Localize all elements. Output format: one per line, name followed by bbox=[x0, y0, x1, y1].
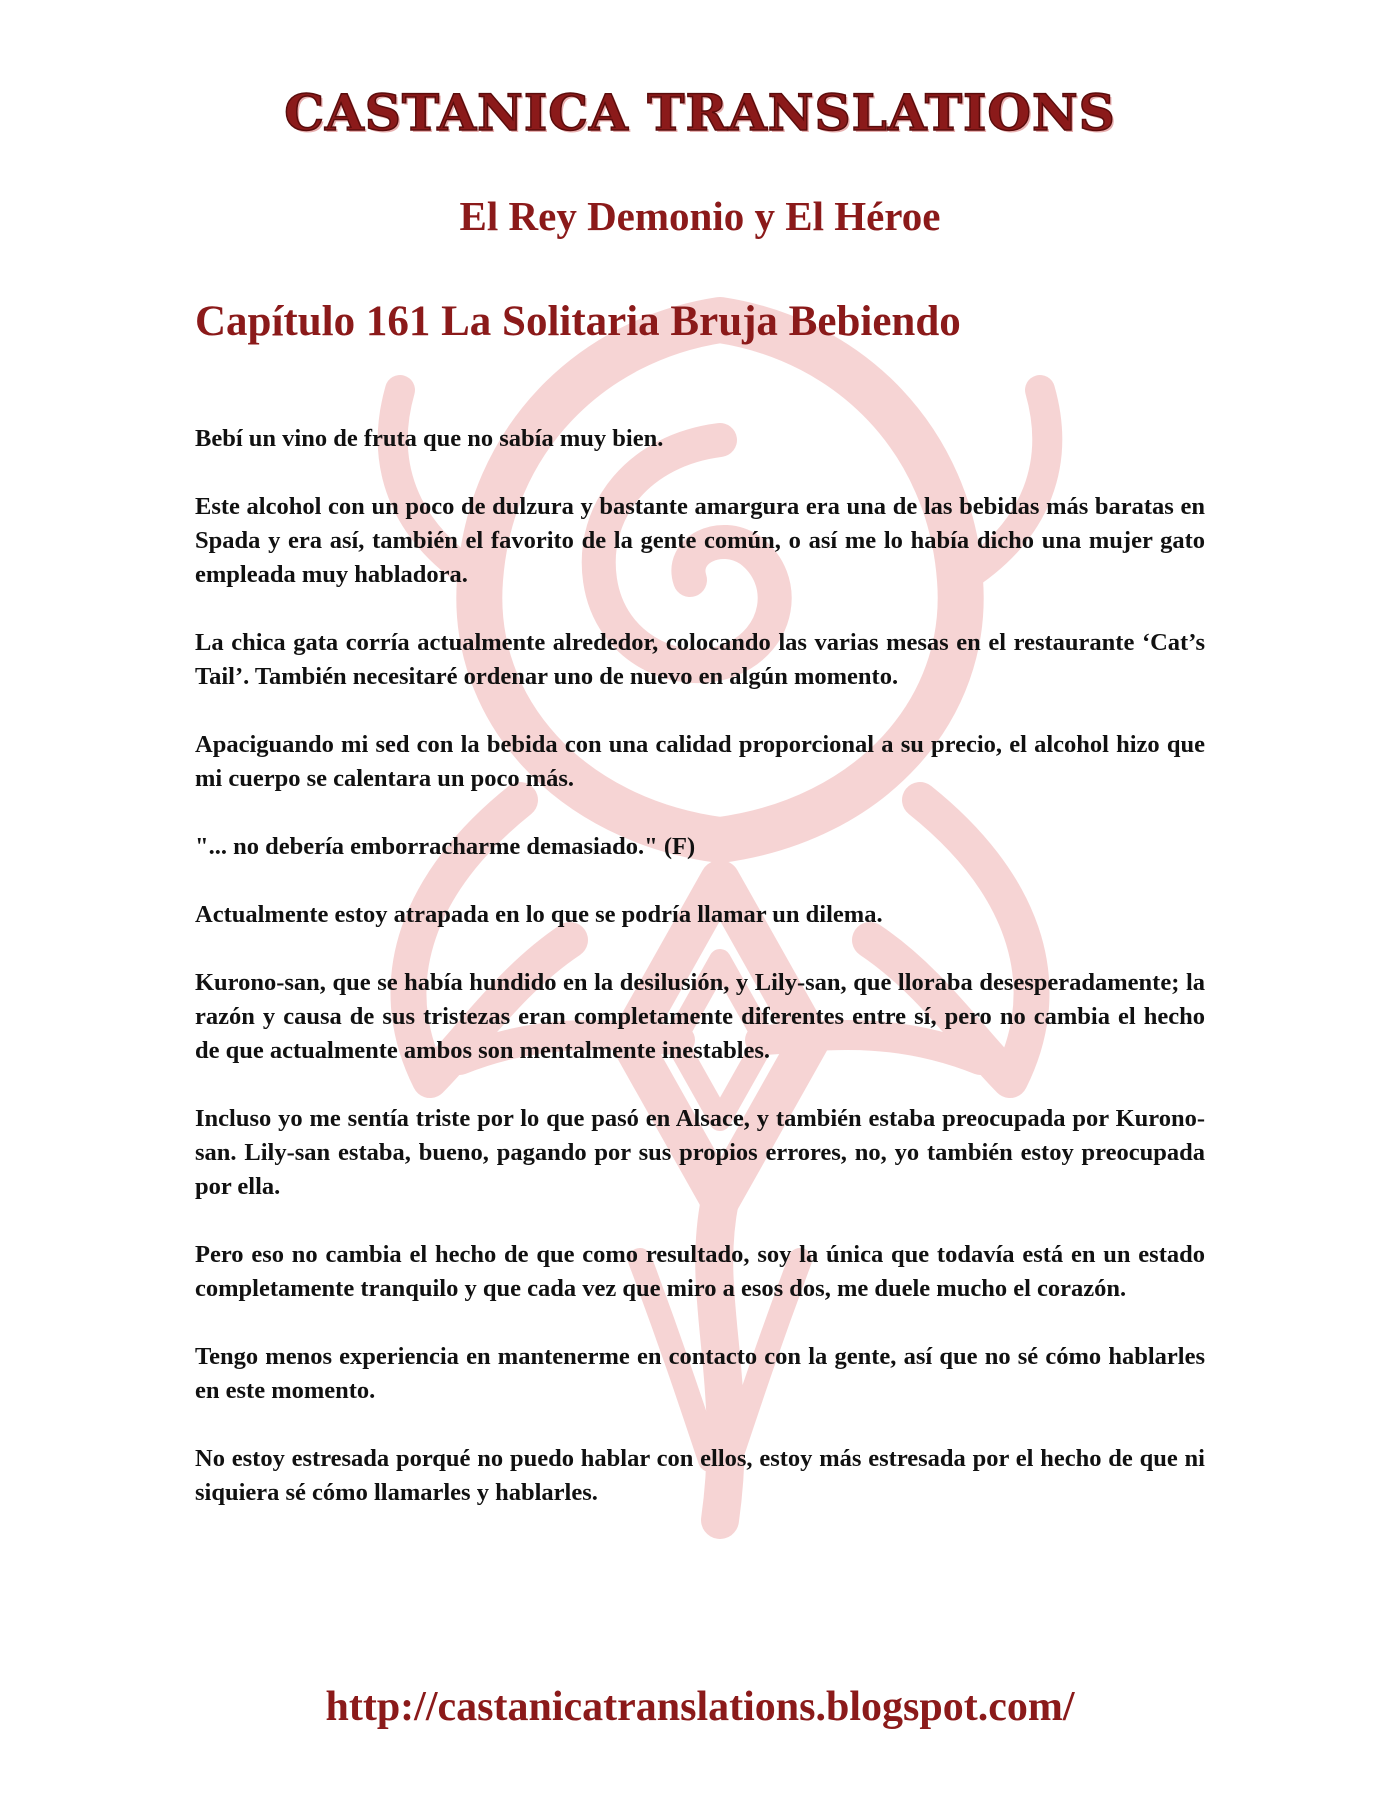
site-title: CASTANICA TRANSLATIONS bbox=[284, 83, 1116, 142]
blog-url-link[interactable]: http://castanicatranslations.blogspot.com/ bbox=[325, 1684, 1075, 1730]
paragraph: Bebí un vino de fruta que no sabía muy bien. bbox=[195, 425, 664, 452]
paragraph: "... no debería emborracharme demasiado." (F) bbox=[195, 833, 696, 860]
chapter-title: Capítulo 161 La Solitaria Bruja Bebiendo bbox=[195, 298, 961, 345]
paragraph: Este alcohol con un poco de dulzura y bastante amargura era una de las bebidas más baratas en Spada y era así, también el favorito de la gente común, o así me lo había dicho una mujer gato empleada muy habladora. bbox=[195, 493, 1205, 588]
paragraph: Tengo menos experiencia en mantenerme en contacto con la gente, así que no sé cómo hablarles en este momento. bbox=[195, 1343, 1205, 1404]
paragraph: Apaciguando mi sed con la bebida con una calidad proporcional a su precio, el alcohol hizo que mi cuerpo se calentara un poco más. bbox=[195, 731, 1205, 792]
paragraph: Actualmente estoy atrapada en lo que se podría llamar un dilema. bbox=[195, 901, 883, 928]
paragraph: Incluso yo me sentía triste por lo que pasó en Alsace, y también estaba preocupada por Kurono-san. Lily-san estaba, bueno, pagando por sus propios errores, no, yo también estoy preocupada por ella. bbox=[195, 1105, 1205, 1200]
paragraph: Pero eso no cambia el hecho de que como resultado, soy la única que todavía está en un estado completamente tranquilo y que cada vez que miro a esos dos, me duele mucho el corazón. bbox=[195, 1241, 1205, 1302]
paragraph: Kurono-san, que se había hundido en la desilusión, y Lily-san, que lloraba desesperadamente; la razón y causa de sus tristezas eran completamente diferentes entre sí, pero no cambia el hecho de que actualmente ambos son mentalmente inestables. bbox=[195, 969, 1205, 1064]
series-title: El Rey Demonio y El Héroe bbox=[459, 193, 941, 239]
paragraph: No estoy estresada porqué no puedo hablar con ellos, estoy más estresada por el hecho de que ni siquiera sé cómo llamarles y hablarles. bbox=[195, 1445, 1205, 1506]
paragraph: La chica gata corría actualmente alrededor, colocando las varias mesas en el restaurante ‘Cat’s Tail’. También necesitaré ordenar uno de nuevo en algún momento. bbox=[195, 629, 1205, 690]
chapter-body bbox=[195, 422, 1205, 1544]
